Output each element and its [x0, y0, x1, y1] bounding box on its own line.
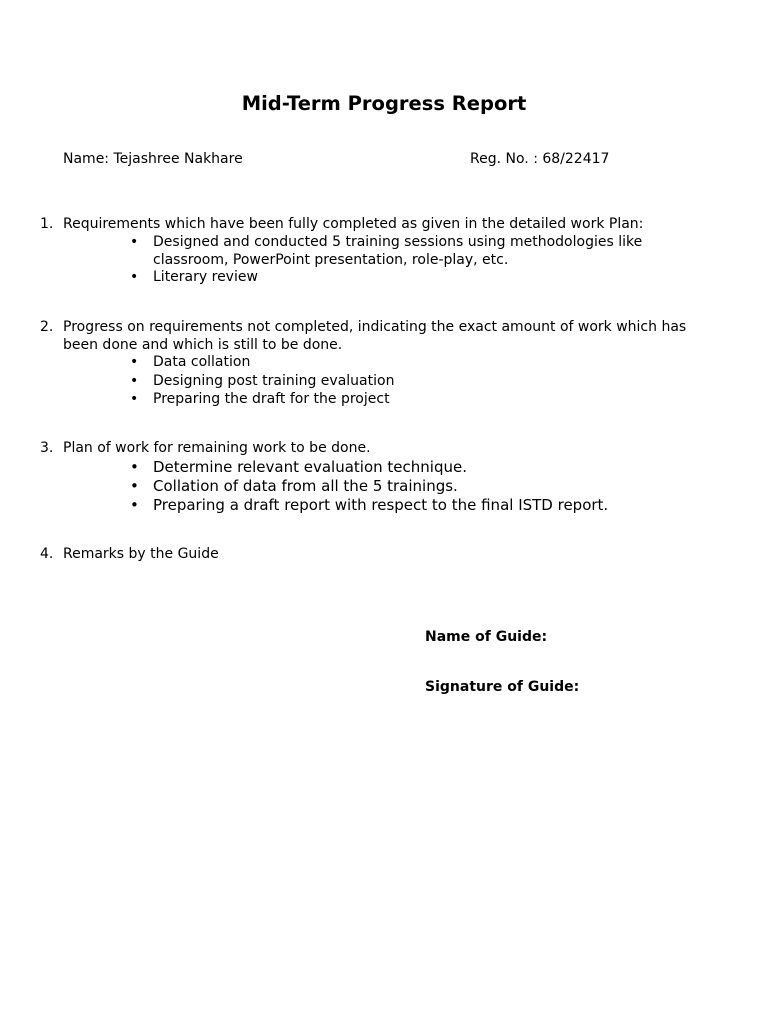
list-item: [0, 391, 653, 409]
list-item-text: Collation of data from all the 5 trainings.: [153, 477, 458, 495]
bullet-icon: •: [130, 458, 139, 476]
list-item-text: Designing post training evaluation: [153, 372, 395, 389]
list-item-text: Designed and conducted 5 training sessions using methodologies like classroom, PowerPoint presentation, role-play, etc.: [153, 234, 643, 268]
student-name: Name: Tejashree Nakhare: [63, 151, 243, 167]
bullet-icon: •: [130, 391, 139, 407]
list-item-text: Determine relevant evaluation technique.: [153, 458, 467, 476]
guide-signature-label: Signature of Guide:: [425, 679, 580, 695]
list-item: [0, 496, 653, 515]
list-item: [0, 458, 653, 477]
bullet-icon: •: [130, 477, 139, 495]
section-number: 1.: [40, 216, 54, 232]
list-item-text: Data collation: [153, 354, 251, 370]
bullet-icon: •: [130, 496, 139, 514]
bullet-list: [0, 354, 653, 409]
bullet-icon: •: [130, 234, 139, 250]
list-item: [0, 269, 653, 287]
bullet-list: [0, 458, 653, 515]
document-title: Mid-Term Progress Report: [241, 92, 527, 115]
section-number: 4.: [40, 546, 54, 562]
section-heading: Plan of work for remaining work to be done.: [63, 440, 371, 456]
bullet-icon: •: [130, 354, 139, 370]
bullet-list: [0, 234, 653, 287]
list-item: [0, 354, 653, 372]
guide-name-label: Name of Guide:: [425, 629, 548, 645]
section-heading: Progress on requirements not completed, indicating the exact amount of work which has been done and which is still to be done.: [63, 319, 687, 353]
section-heading: Remarks by the Guide: [63, 546, 219, 562]
list-item-text: Preparing the draft for the project: [153, 391, 390, 407]
section-number: 3.: [40, 440, 54, 456]
list-item-text: Literary review: [153, 269, 258, 285]
section-heading: Requirements which have been fully completed as given in the detailed work Plan:: [63, 216, 644, 232]
list-item-text: Preparing a draft report with respect to the final ISTD report.: [153, 496, 609, 514]
list-item: [0, 234, 653, 269]
bullet-icon: •: [130, 372, 139, 389]
list-item: [0, 477, 653, 496]
section-number: 2.: [40, 319, 54, 335]
bullet-icon: •: [130, 269, 139, 285]
registration-number: Reg. No. : 68/22417: [470, 151, 610, 167]
list-item: [0, 373, 653, 391]
